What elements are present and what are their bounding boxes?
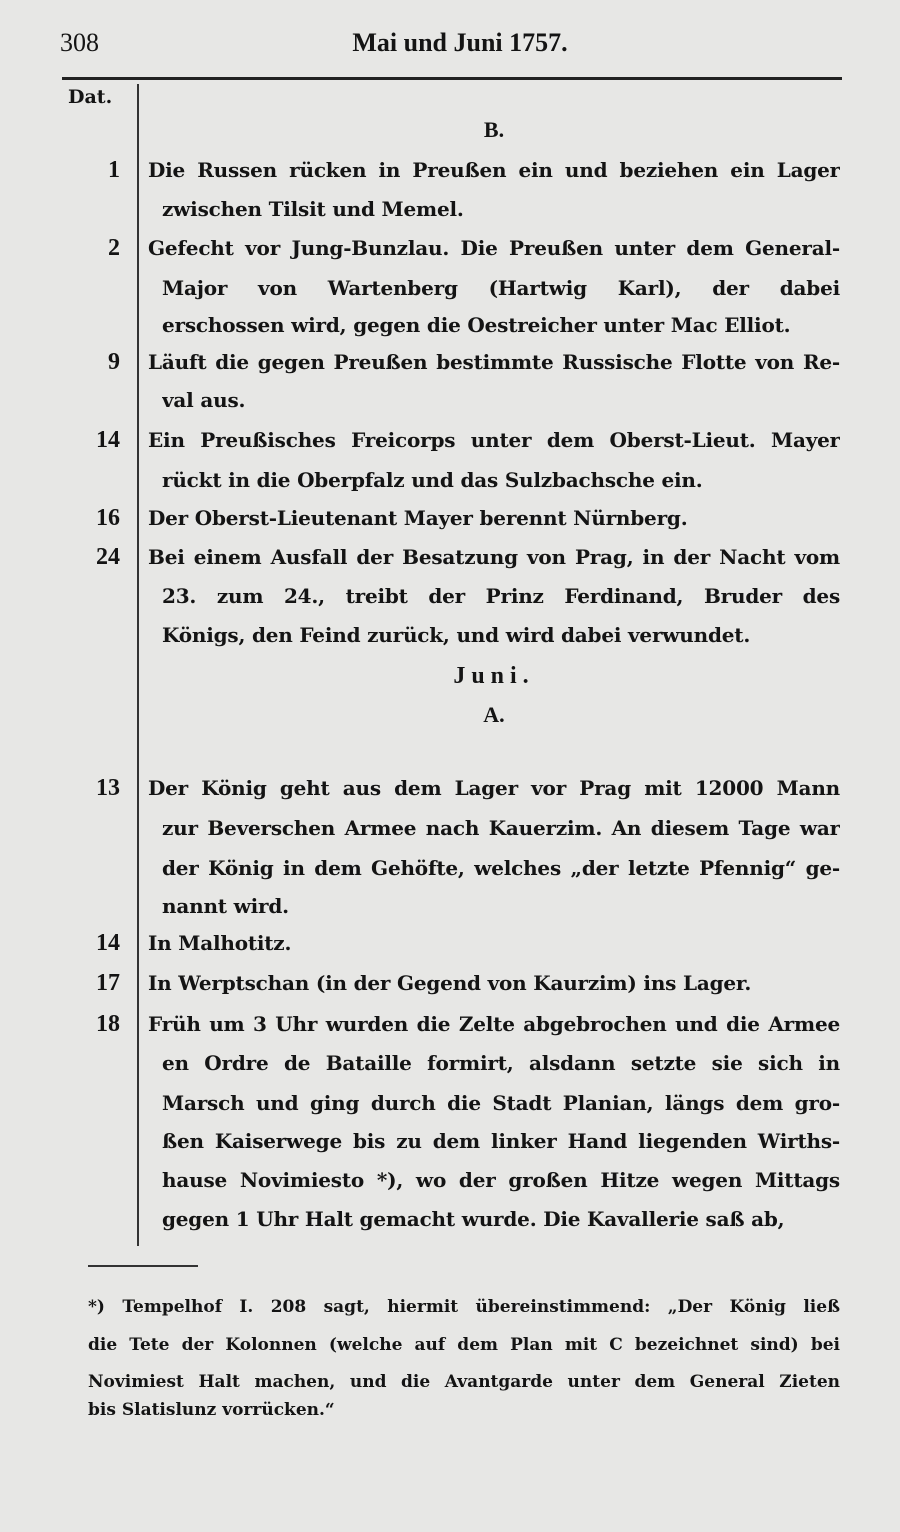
date-column-header: Dat. — [68, 86, 113, 108]
footnote-line: Novimiest Halt machen, und die Avantgarde unter dem General Zieten — [88, 1372, 840, 1392]
entry-date: 16 — [96, 505, 120, 531]
entry-line: hause Novimiesto *), wo der großen Hitze wegen Mittags — [162, 1168, 840, 1192]
entry-line: der König in dem Gehöfte, welches „der letzte Pfennig“ ge- — [162, 856, 840, 880]
entry-date: 13 — [96, 775, 120, 801]
entry-line: zur Beverschen Armee nach Kauerzim. An diesem Tage war — [162, 816, 840, 840]
entry-date: 24 — [96, 544, 120, 570]
date-column-rule — [137, 84, 139, 1246]
page-number: 308 — [60, 28, 99, 57]
entry-date: 2 — [108, 235, 120, 261]
footnote-line: *) Tempelhof I. 208 sagt, hiermit übereinstimmend: „Der König ließ — [88, 1297, 840, 1317]
entry-line: In Werptschan (in der Gegend von Kaurzim) ins Lager. — [148, 971, 752, 995]
entry-line: val aus. — [162, 388, 246, 412]
entry-line: rückt in die Oberpfalz und das Sulzbachsche ein. — [162, 468, 703, 492]
section-heading: B. — [483, 117, 505, 142]
entry-line: Früh um 3 Uhr wurden die Zelte abgebrochen und die Armee — [148, 1012, 840, 1036]
entry-date: 18 — [96, 1011, 120, 1037]
entry-line: ßen Kaiserwege bis zu dem linker Hand liegenden Wirths- — [162, 1129, 840, 1153]
entry-date: 1 — [108, 157, 120, 183]
footnote-line: die Tete der Kolonnen (welche auf dem Plan mit C bezeichnet sind) bei — [88, 1335, 840, 1355]
entry-line: Königs, den Feind zurück, und wird dabei verwundet. — [162, 623, 751, 647]
entry-line: gegen 1 Uhr Halt gemacht wurde. Die Kavallerie saß ab, — [162, 1207, 785, 1231]
entry-line: In Malhotitz. — [148, 931, 292, 955]
month-heading: Juni. — [453, 663, 535, 689]
entry-line: 23. zum 24., treibt der Prinz Ferdinand, Bruder des — [162, 584, 840, 608]
section-heading: A. — [483, 702, 505, 727]
entry-line: Bei einem Ausfall der Besatzung von Prag, in der Nacht vom — [148, 545, 840, 569]
entry-line: Major von Wartenberg (Hartwig Karl), der dabei — [162, 276, 840, 300]
entry-line: Ein Preußisches Freicorps unter dem Oberst-Lieut. Mayer — [148, 428, 840, 452]
entry-line: Die Russen rücken in Preußen ein und beziehen ein Lager — [148, 158, 840, 182]
entry-line: erschossen wird, gegen die Oestreicher unter Mac Elliot. — [162, 313, 791, 337]
entry-line: Der Oberst-Lieutenant Mayer berennt Nürnberg. — [148, 506, 688, 530]
entry-date: 9 — [108, 349, 120, 375]
footnote-line: bis Slatislunz vorrücken.“ — [88, 1400, 335, 1420]
footnote-rule — [88, 1265, 198, 1267]
entry-line: Läuft die gegen Preußen bestimmte Russische Flotte von Re- — [148, 350, 840, 374]
entry-line: zwischen Tilsit und Memel. — [162, 197, 464, 221]
entry-line: Der König geht aus dem Lager vor Prag mit 12000 Mann — [148, 776, 840, 800]
running-title: Mai und Juni 1757. — [352, 28, 568, 57]
entry-line: Gefecht vor Jung-Bunzlau. Die Preußen unter dem General- — [148, 236, 840, 260]
entry-date: 17 — [96, 970, 120, 996]
entry-line: en Ordre de Bataille formirt, alsdann setzte sie sich in — [162, 1051, 840, 1075]
entry-line: nannt wird. — [162, 894, 289, 918]
entry-line: Marsch und ging durch die Stadt Planian, längs dem gro- — [162, 1091, 840, 1115]
entry-date: 14 — [96, 427, 120, 453]
header-rule — [62, 77, 842, 80]
entry-date: 14 — [96, 930, 120, 956]
